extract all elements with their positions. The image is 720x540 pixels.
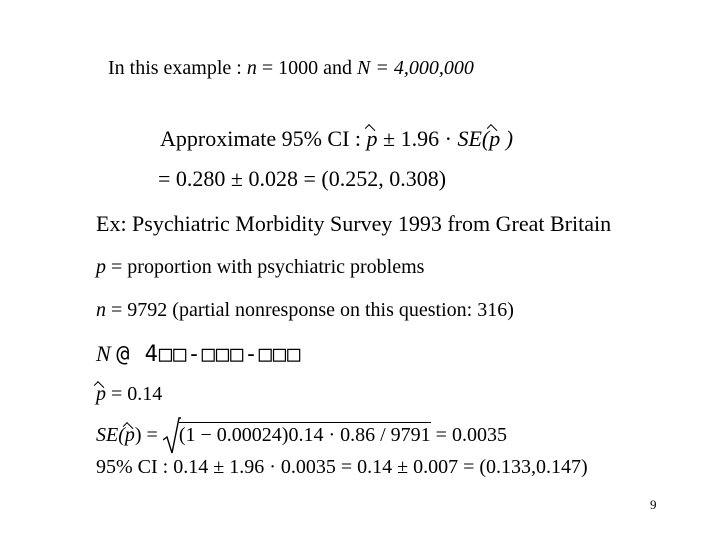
- page-number: 9: [650, 497, 657, 512]
- header-n-equals: = 1000 and: [256, 57, 358, 79]
- example-se-close: ) =: [134, 424, 163, 446]
- se-function: SE(: [457, 126, 490, 151]
- example-se-line: [96, 422, 507, 447]
- header-N-symbol: N: [357, 57, 371, 79]
- example-p-definition: [96, 256, 424, 279]
- sqrt-expression: [163, 422, 431, 447]
- p-hat-symbol: p: [366, 126, 378, 151]
- example-n-symbol: n: [96, 299, 106, 321]
- example-p-def: = proportion with psychiatric problems: [106, 256, 425, 278]
- ci-label: Approximate 95% CI :: [160, 126, 367, 151]
- sqrt-radicand: (1 − 0.00024)0.14 · 0.86 / 9791: [178, 424, 431, 446]
- example-p-hat-value: = 0.14: [106, 383, 163, 405]
- sqrt-sign-icon: [163, 416, 181, 456]
- ci-formula-line-1: [160, 126, 513, 152]
- example-p-hat-line: [96, 383, 162, 406]
- header-line: [108, 57, 474, 80]
- example-ci-line: 95% CI : 0.14 ± 1.96 · 0.0035 = 0.14 ± 0.007 = (0.133,0.147): [96, 456, 588, 478]
- example-n-def: = 9792 (partial nonresponse on this question: 316): [106, 299, 514, 321]
- example-se-result: = 0.0035: [430, 424, 507, 446]
- header-n-symbol: n: [246, 57, 257, 79]
- se-close: ): [500, 126, 514, 151]
- header-N-equals: = 4,000,000: [370, 57, 474, 79]
- example-p-symbol: p: [96, 256, 106, 278]
- example-N-garbled: @ 4□□-□□□-□□□: [116, 342, 302, 367]
- example-n-definition: [96, 299, 514, 322]
- ci-pm-term: ± 1.96 ·: [377, 126, 458, 151]
- example-se-function: SE(: [96, 424, 125, 446]
- example-N-symbol: N: [96, 341, 111, 366]
- ci-formula-line-2: = 0.280 ± 0.028 = (0.252, 0.308): [158, 166, 447, 191]
- se-p-hat-symbol: p: [489, 126, 501, 151]
- example-N-line: [96, 341, 301, 367]
- example-se-p-hat: p: [124, 424, 135, 446]
- example-title: Ex: Psychiatric Morbidity Survey 1993 from Great Britain: [96, 211, 612, 236]
- example-p-hat-symbol: p: [96, 383, 106, 405]
- header-prefix: In this example :: [108, 57, 247, 79]
